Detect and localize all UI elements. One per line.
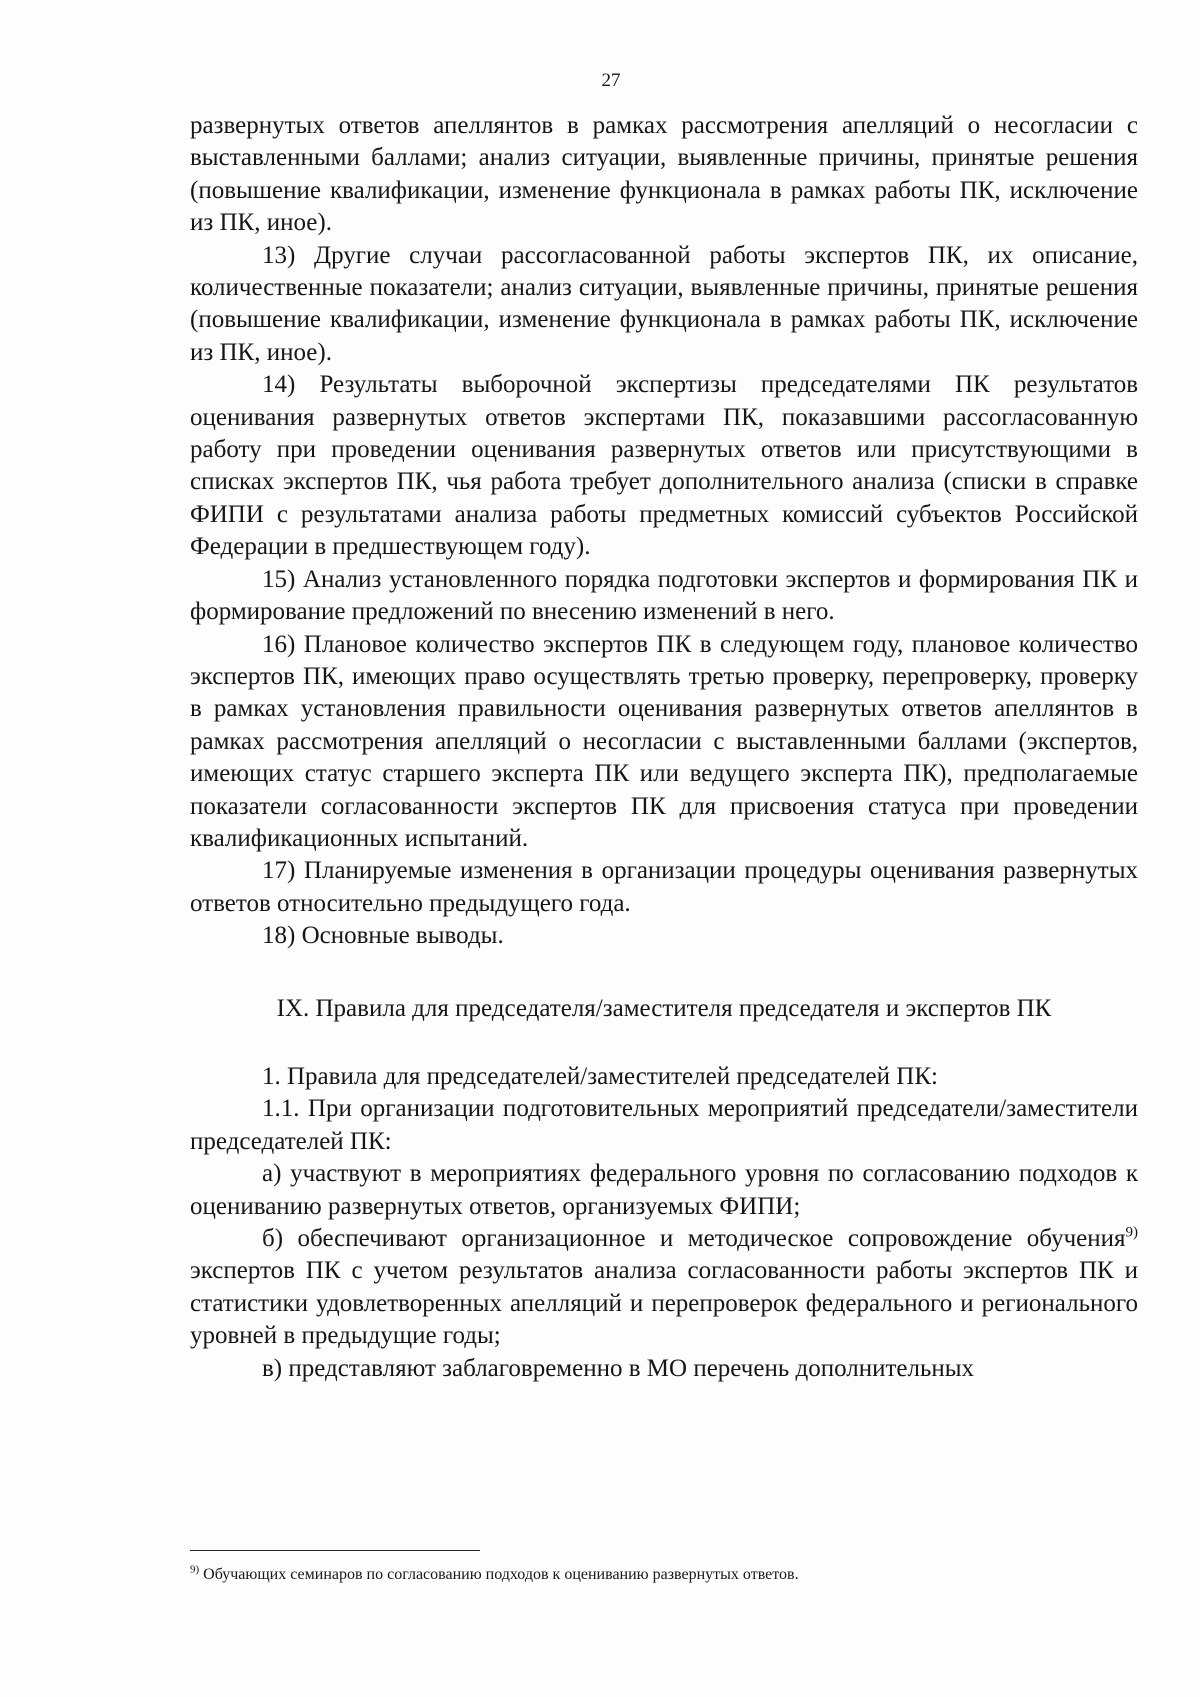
paragraph-item-16: 16) Плановое количество экспертов ПК в следующем году, плановое количество экспертов ПК, имеющих право осуществлять третью проверку, перепроверку, проверку в рамках установления правильности оценивания развернутых ответов апеллянтов в рамках рассмотрения апелляций о несогласии с выставленными баллами (экспертов, имеющих статус старшего эксперта ПК или ведущего эксперта ПК), предполагаемые показатели согласованности экспертов ПК для присвоения статуса при проведении квалификационных испытаний. (190, 630, 1138, 852)
paragraph-item-18: 18) Основные выводы. (262, 922, 504, 950)
paragraph-continuation: развернутых ответов апеллянтов в рамках рассмотрения апелляций о несогласии с выставленными баллами; анализ ситуации, выявленные причины, принятые решения (повышение квалификации, изменение функционала в рамках работы ПК, исключение из ПК, иное). (190, 112, 1138, 237)
rule-b-text-end: экспертов ПК с учетом результатов анализа согласованности работы экспертов ПК и статистики удовлетворенных апелляций и перепроверок федерального и регионального уровней в предыдущие годы; (190, 1257, 1138, 1350)
body-text (190, 110, 1138, 1385)
page-number: 27 (601, 70, 621, 91)
paragraph-item-14: 14) Результаты выборочной экспертизы председателями ПК результатов оценивания развернутых ответов экспертами ПК, показавшими рассогласованную работу при проведении оценивания развернутых ответов или присутствующими в списках экспертов ПК, чья работа требует дополнительного анализа (списки в справке ФИПИ с результатами анализа работы предметных комиссий субъектов Российской Федерации в предшествующем году). (190, 371, 1138, 561)
rule-1-1: 1.1. При организации подготовительных мероприятий председатели/заместители председателей ПК: (190, 1095, 1138, 1155)
footnote-separator (190, 1550, 480, 1551)
paragraph-item-17: 17) Планируемые изменения в организации процедуры оценивания развернутых ответов относительно предыдущего года. (190, 857, 1138, 917)
footnote-marker: 9) (190, 1563, 200, 1576)
rule-a: а) участвуют в мероприятиях федерального уровня по согласованию подходов к оцениванию развернутых ответов, организуемых ФИПИ; (190, 1160, 1138, 1220)
rule-b-text-start: б) обеспечивают организационное и методическое сопровождение обучения (262, 1225, 1126, 1252)
section-heading: IX. Правила для председателя/заместителя председателя и экспертов ПК (276, 994, 1052, 1022)
footnote-text: Обучающих семинаров по согласованию подходов к оцениванию развернутых ответов. (199, 1566, 799, 1583)
rule-1: 1. Правила для председателей/заместителей председателей ПК: (262, 1062, 938, 1090)
rule-b (190, 1223, 1138, 1353)
paragraph-item-15: 15) Анализ установленного порядка подготовки экспертов и формирования ПК и формирование предложений по внесению изменений в него. (190, 565, 1138, 626)
rule-v: в) представляют заблаговременно в МО перечень дополнительных (262, 1354, 975, 1382)
footnote (190, 1565, 1138, 1585)
paragraph-item-13: 13) Другие случаи рассогласованной работы экспертов ПК, их описание, количественные показатели; анализ ситуации, выявленные причины, принятые решения (повышение квалификации, изменение функционала в рамках работы ПК, исключение из ПК, иное). (190, 241, 1138, 366)
footnote-reference: 9) (1125, 1224, 1138, 1241)
